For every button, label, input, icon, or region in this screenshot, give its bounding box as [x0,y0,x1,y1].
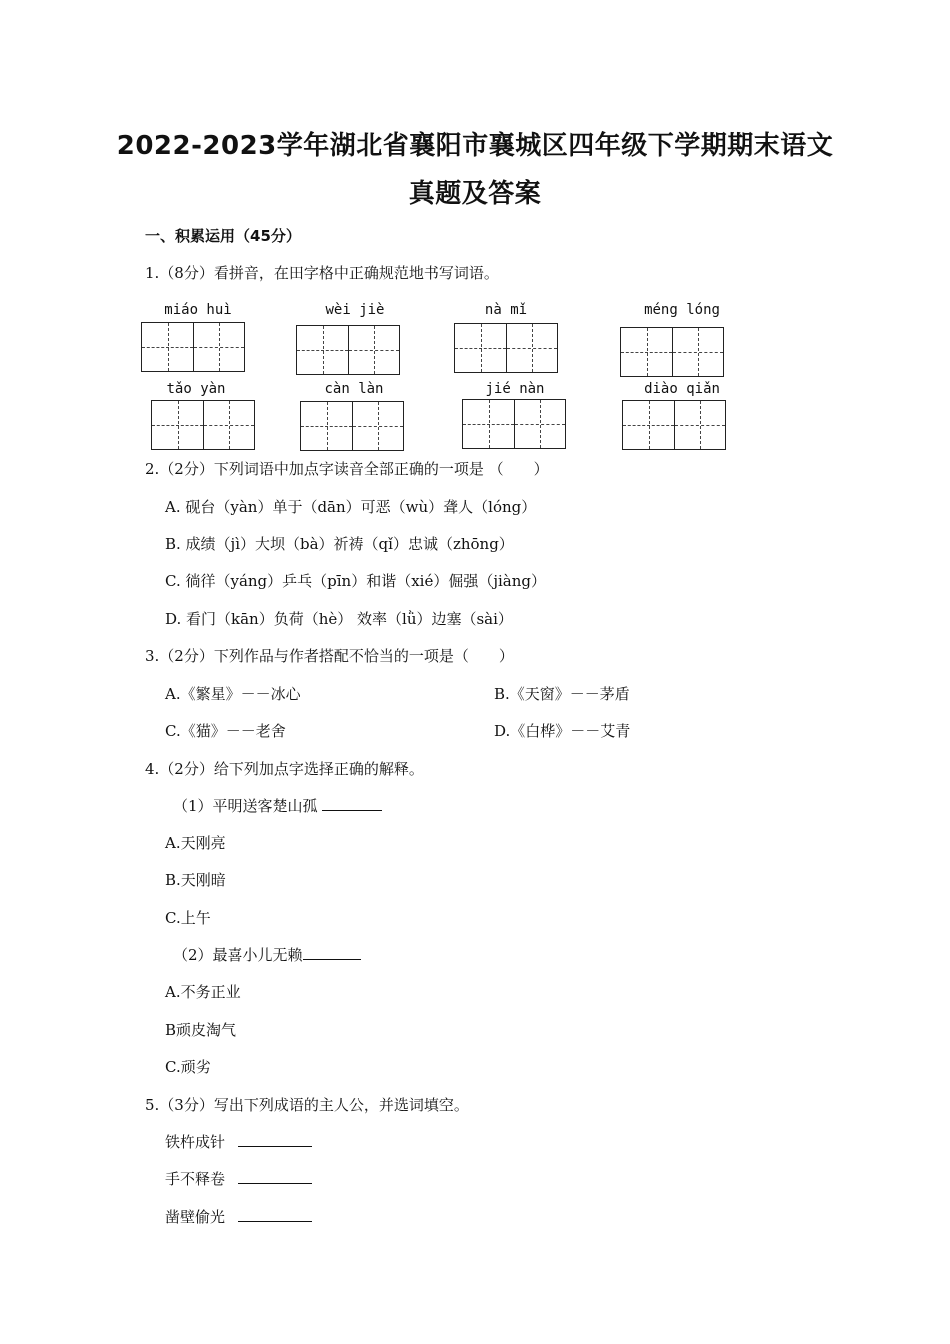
idiom-text: 铁杵成针 [165,1133,226,1151]
writing-grid[interactable] [151,400,255,450]
pinyin-label: diào qiǎn [644,381,720,397]
answer-blank[interactable] [322,796,382,811]
question-2: 2.（2分）下列词语中加点字读音全部正确的一项是 （ ） [145,460,549,478]
answer-blank[interactable] [238,1132,312,1147]
option-c[interactable]: C.《猫》－－老舍 [165,722,286,740]
pinyin-label: miáo huì [164,302,232,318]
idiom-item [165,1131,312,1152]
question-5: 5.（3分）写出下列成语的主人公，并选词填空。 [145,1096,469,1114]
writing-grid[interactable] [622,400,726,450]
subquestion-2 [173,944,361,965]
option-c[interactable]: C. 徜徉（yáng）乒乓（pīn）和谐（xié）倔强（jiàng） [165,572,547,590]
question-4: 4.（2分）给下列加点字选择正确的解释。 [145,760,424,778]
writing-grid[interactable] [462,399,566,449]
document-title-line1: 2022-2023学年湖北省襄阳市襄城区四年级下学期期末语文 [116,131,834,161]
option-a[interactable]: A.天刚亮 [165,834,226,852]
idiom-text: 凿壁偷光 [165,1208,226,1226]
subquestion-1 [173,795,382,816]
question-1: 1.（8分）看拼音，在田字格中正确规范地书写词语。 [145,264,499,282]
answer-blank[interactable] [238,1207,312,1222]
pinyin-label: nà mǐ [484,302,528,318]
answer-blank[interactable] [303,945,361,960]
option-a[interactable]: A. 砚台（yàn）单于（dān）可恶（wù）聋人（lóng） [165,498,537,516]
idiom-item [165,1168,312,1189]
option-b[interactable]: B. 成绩（jì）大坝（bà）祈祷（qǐ）忠诚（zhōng） [165,535,514,553]
document-title-line2: 真题及答案 [408,179,542,209]
writing-grid[interactable] [620,327,724,377]
writing-grid[interactable] [141,322,245,372]
answer-blank[interactable] [238,1169,312,1184]
pinyin-label: càn làn [324,381,384,397]
question-3: 3.（2分）下列作品与作者搭配不恰当的一项是（ ） [145,647,514,665]
option-a[interactable]: A.《繁星》－－冰心 [165,685,301,703]
subquestion-text: （2）最喜小儿无赖 [173,946,303,964]
idiom-text: 手不释卷 [165,1170,226,1188]
writing-grid[interactable] [300,401,404,451]
option-c[interactable]: C.上午 [165,909,211,927]
pinyin-label: wèi jiè [325,302,385,318]
option-c[interactable]: C.顽劣 [165,1058,211,1076]
pinyin-label: jié nàn [485,381,545,397]
option-d[interactable]: D. 看门（kān）负荷（hè） 效率（lǜ）边塞（sài） [165,610,513,628]
pinyin-label: méng lóng [644,302,720,318]
writing-grid[interactable] [454,323,558,373]
subquestion-text: （1）平明送客楚山孤 [173,797,318,815]
pinyin-label: tǎo yàn [166,381,226,397]
option-b[interactable]: B顽皮淘气 [165,1021,237,1039]
option-b[interactable]: B.《天窗》－－茅盾 [494,685,630,703]
option-a[interactable]: A.不务正业 [165,983,241,1001]
option-d[interactable]: D.《白桦》－－艾青 [494,722,631,740]
writing-grid[interactable] [296,325,400,375]
section-heading: 一、积累运用（45分） [145,227,301,245]
option-b[interactable]: B.天刚暗 [165,871,226,889]
idiom-item [165,1206,312,1227]
